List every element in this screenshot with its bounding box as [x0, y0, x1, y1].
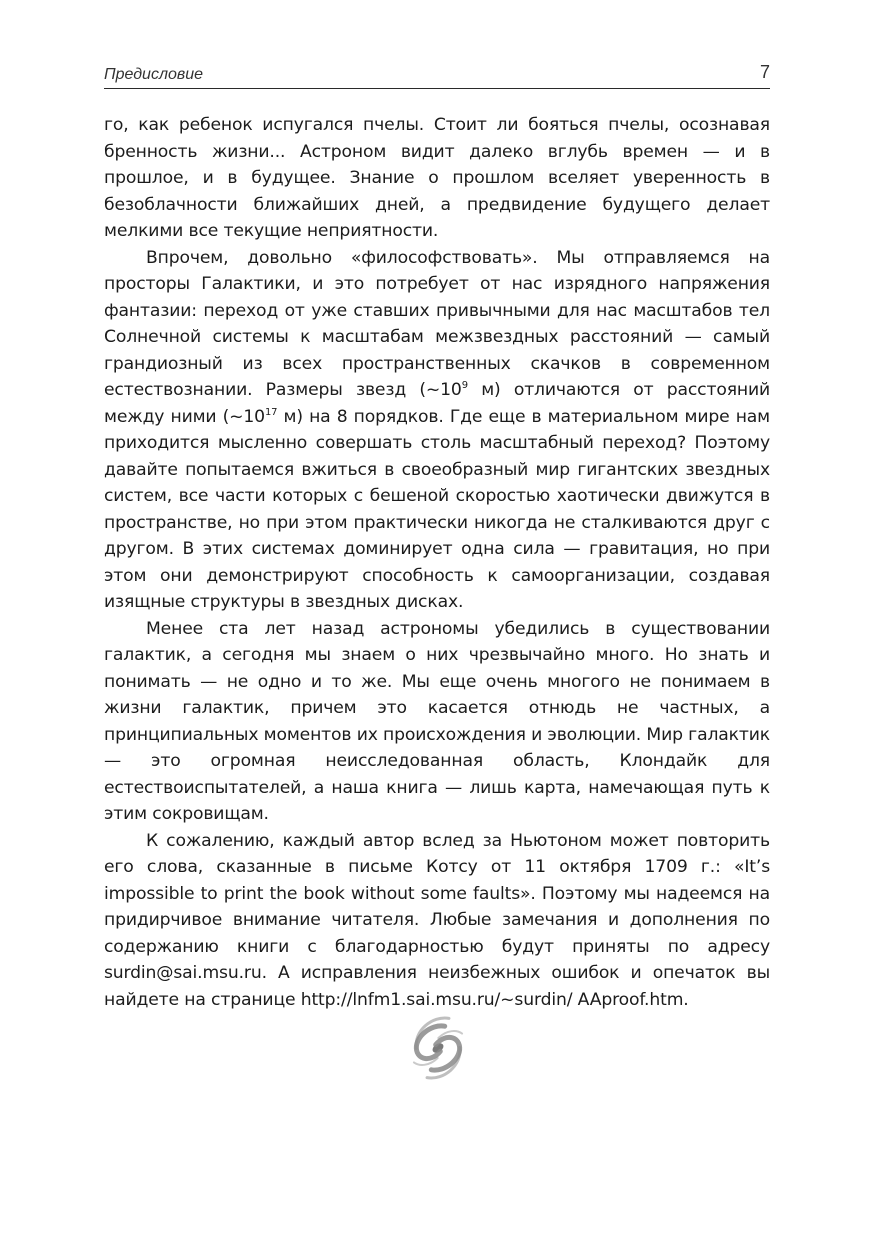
- paragraph-4: К сожалению, каждый автор вслед за Ньютоном может повторить его слова, сказанные в письме Котсу от 11 октября 1709 г.: «It’s impossible to print the book without some faults». Поэтому мы надеемся на придирчивое внимание читателя. Любые замечания и дополнения по содержанию книги с благодарностью будут приняты по адресу surdin@sai.msu.ru. А исправления неизбежных ошибок и опечаток вы найдете на странице http://lnfm1.sai.msu.ru/~surdin/ AAproof.htm.: [104, 830, 770, 1010]
- running-header: [104, 60, 770, 89]
- paragraph-2-part-a: Впрочем, довольно «философствовать». Мы отправляемся на просторы Галактики, и это потребует от нас изрядного напряжения фантазии: переход от уже ставших привычными для нас масштабов тел Солнечной системы к масштабам межзвездных расстояний — самый грандиозный из всех пространственных скачков в современном естествознании. Размеры звезд (~10: [104, 247, 770, 400]
- paragraph-2: [104, 245, 770, 616]
- exponent-9: 9: [461, 380, 468, 391]
- chapter-title: Предисловие: [104, 66, 204, 83]
- paragraph-2-part-c: м) на 8 порядков. Где еще в материальном мире нам приходится мысленно совершать столь масштабный переход? Поэтому давайте попытаемся вжиться в своеобразный мир гигантских звездных систем, все части которых с бешеной скоростью хаотически движутся в пространстве, но при этом практически никогда не сталкиваются друг с другом. В этих системах доминирует одна сила — гравитация, но при этом они демонстрируют способность к самоорганизации, создавая изящные структуры в звездных дисках.: [104, 406, 770, 612]
- paragraph-2-part-b: м) отличаются от расстояний между ними (~10: [104, 380, 771, 427]
- exponent-17: 17: [264, 406, 278, 418]
- body-text: [104, 112, 770, 1013]
- page-number: 7: [759, 62, 770, 82]
- paragraph-1: го, как ребенок испугался пчелы. Стоит ли бояться пчелы, осознавая бренность жизни... Астроном видит далеко вглубь времен — и в прошлое, и в будущее. Знание о прошлом вселяет уверенность в безоблачности ближайших дней, а предвидение будущего делает мелкими все текущие неприятности.: [104, 115, 770, 241]
- spiral-galaxy-icon: [400, 1010, 476, 1086]
- paragraph-3: Менее ста лет назад астрономы убедились в существовании галактик, а сегодня мы знаем о них чрезвычайно много. Но знать и понимать — не одно и то же. Мы еще очень многого не понимаем в жизни галактик, причем это касается отнюдь не частных, а принципиальных моментов их происхождения и эволюции. Мир галактик — это огромная неисследованная область, Клондайк для естествоиспытателей, а наша книга — лишь карта, намечающая путь к этим сокровищам.: [104, 618, 771, 824]
